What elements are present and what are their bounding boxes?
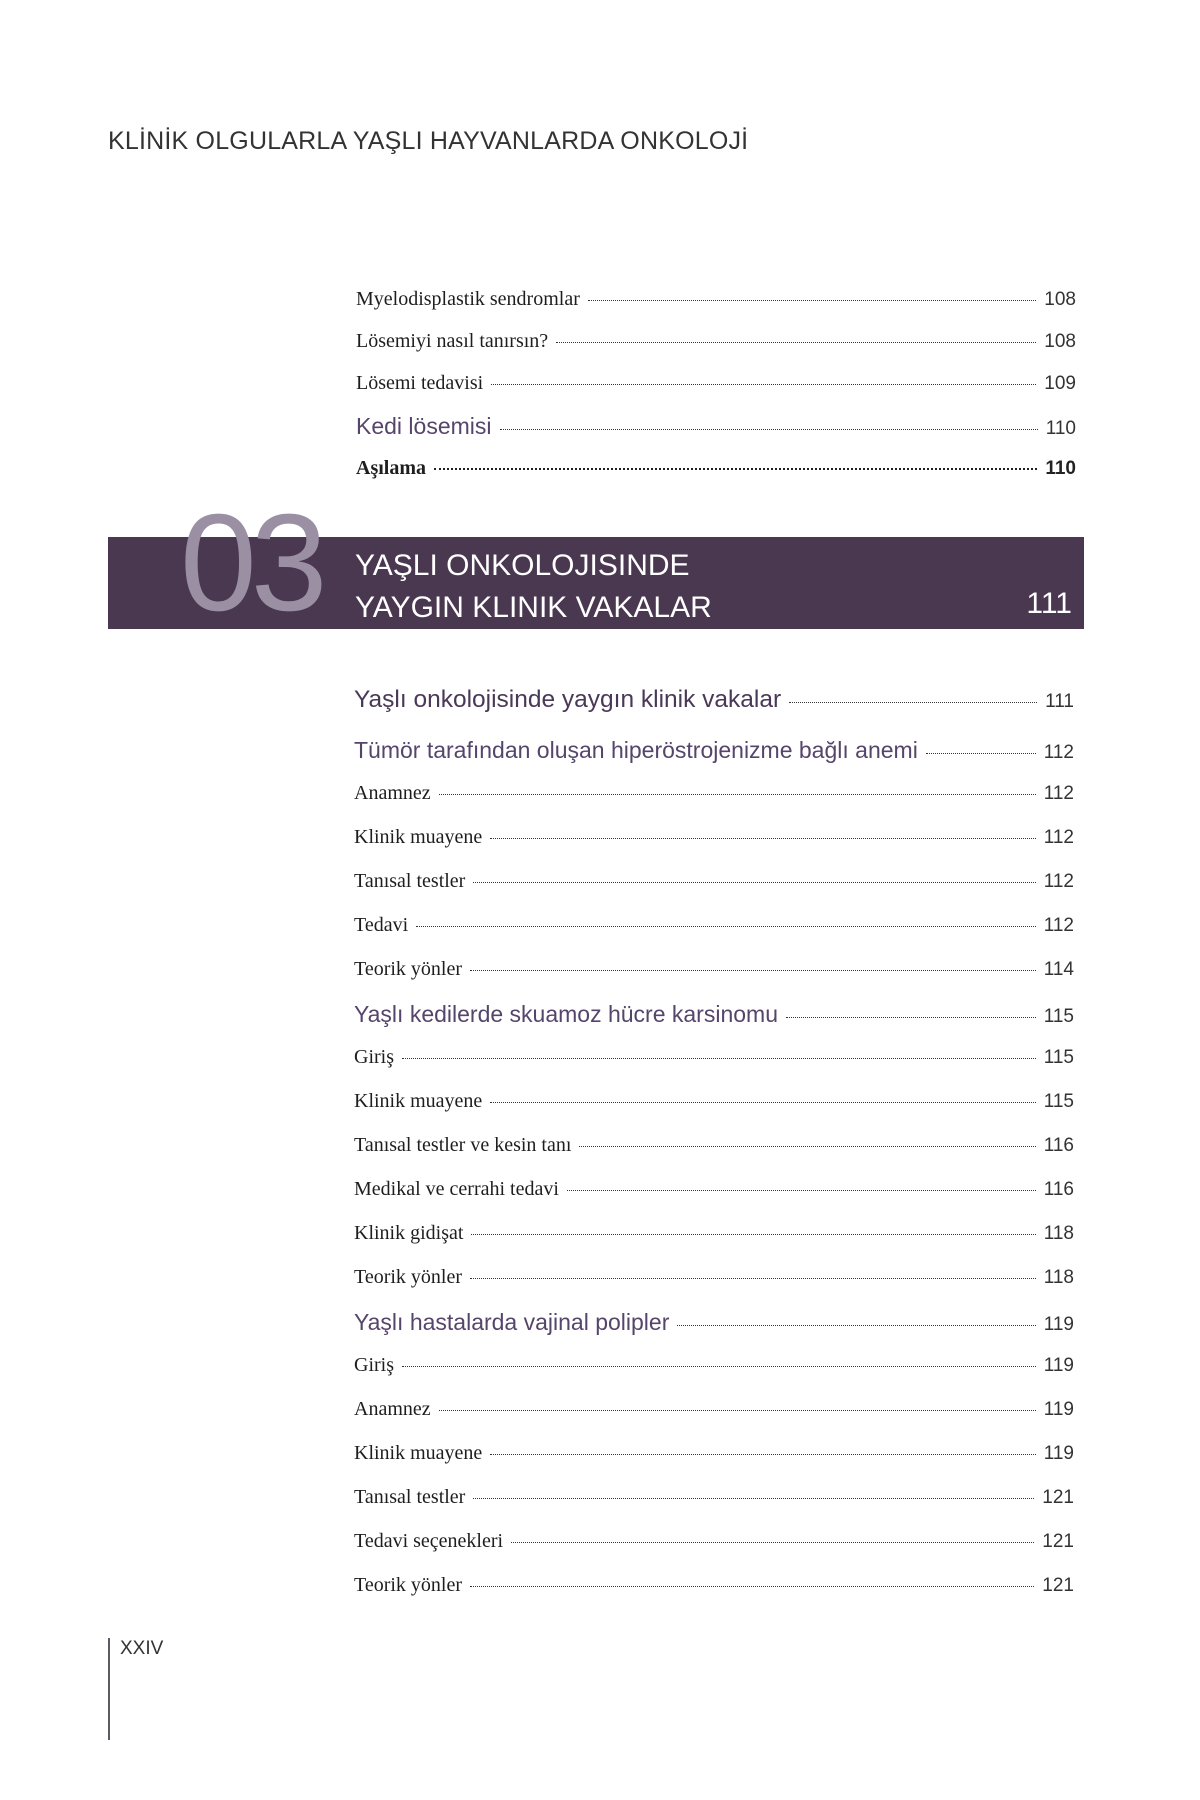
dot-leader: [473, 1498, 1034, 1499]
toc-section-entry[interactable]: [354, 737, 1074, 764]
dot-leader: [402, 1366, 1036, 1367]
toc-entry-page: 108: [1044, 331, 1076, 352]
toc-entry[interactable]: [354, 958, 1074, 981]
toc-entry-title: Teorik yönler: [354, 958, 463, 980]
dot-leader: [416, 926, 1036, 927]
toc-entry-page: 110: [1045, 418, 1076, 439]
toc-entry-page: 119: [1043, 1355, 1074, 1376]
toc-entry[interactable]: [354, 1178, 1074, 1201]
toc-entry-page: 119: [1043, 1314, 1074, 1335]
folio-page-number: XXIV: [120, 1638, 164, 1659]
chapter-title-line-2: YAYGIN KLINIK VAKALAR: [355, 591, 712, 624]
toc-entry[interactable]: [354, 1354, 1074, 1377]
dot-leader: [491, 384, 1036, 385]
toc-entry-page: 118: [1043, 1267, 1074, 1288]
toc-entry[interactable]: [354, 1134, 1074, 1157]
toc-entry-title: Anamnez: [354, 782, 431, 804]
toc-entry-page: 115: [1043, 1006, 1074, 1027]
dot-leader: [434, 468, 1037, 470]
toc-entry-title: Tanısal testler ve kesin tanı: [354, 1134, 572, 1156]
toc-entry[interactable]: [354, 1530, 1074, 1553]
toc-entry-page: 111: [1045, 691, 1074, 712]
toc-entry-title: Tanısal testler: [354, 870, 466, 892]
toc-entry-title: Yaşlı onkolojisinde yaygın klinik vakalar: [354, 686, 782, 713]
toc-entry-title: Yaşlı kedilerde skuamoz hücre karsinomu: [354, 1001, 778, 1027]
toc-entry-page: 112: [1043, 871, 1074, 892]
toc-entry-title: Anamnez: [354, 1398, 431, 1420]
chapter-number: 03: [180, 486, 322, 640]
toc-entry-title: Klinik muayene: [354, 826, 483, 848]
dot-leader: [677, 1325, 1035, 1326]
dot-leader: [556, 342, 1036, 343]
toc-entry-title: Klinik muayene: [354, 1442, 483, 1464]
toc-chapter-section-entry[interactable]: [354, 686, 1074, 714]
dot-leader: [490, 838, 1035, 839]
toc-entry-page: 116: [1043, 1135, 1074, 1156]
toc-entry-page: 116: [1043, 1179, 1074, 1200]
dot-leader: [786, 1017, 1036, 1018]
dot-leader: [439, 1410, 1036, 1411]
dot-leader: [470, 1278, 1036, 1279]
toc-entry-page: 115: [1043, 1047, 1074, 1068]
toc-entry[interactable]: [354, 1486, 1074, 1509]
toc-entry-page: 118: [1043, 1223, 1074, 1244]
toc-entry-page: 112: [1043, 783, 1074, 804]
toc-entry-title: Lösemiyi nasıl tanırsın?: [356, 330, 549, 352]
toc-entry-title: Tümör tarafından oluşan hiperöstrojenizme bağlı anemi: [354, 737, 918, 763]
chapter-page-number: 111: [1026, 587, 1072, 620]
toc-entry-page: 109: [1044, 373, 1076, 394]
toc-entry-page: 119: [1043, 1399, 1074, 1420]
toc-entry[interactable]: [354, 1222, 1074, 1245]
toc-entry-page: 121: [1042, 1575, 1074, 1596]
toc-entry-page: 121: [1042, 1487, 1074, 1508]
toc-entry-title: Aşılama: [356, 457, 426, 479]
toc-entry-title: Tedavi: [354, 914, 409, 936]
dot-leader: [588, 300, 1036, 301]
toc-entry-page: 112: [1043, 827, 1074, 848]
dot-leader: [470, 970, 1036, 971]
chapter-title-line-1: YAŞLI ONKOLOJISINDE: [355, 549, 690, 582]
toc-entry-page: 119: [1043, 1443, 1074, 1464]
footer-rule: [108, 1638, 110, 1740]
toc-entry-title: Tedavi seçenekleri: [354, 1530, 504, 1552]
dot-leader: [789, 702, 1037, 703]
dot-leader: [567, 1190, 1036, 1191]
toc-entry-title: Tanısal testler: [354, 1486, 466, 1508]
dot-leader: [579, 1146, 1035, 1147]
dot-leader: [471, 1234, 1035, 1235]
dot-leader: [500, 429, 1038, 430]
toc-entry[interactable]: [356, 372, 1076, 395]
toc-entry[interactable]: [354, 1266, 1074, 1289]
toc-entry-title: Yaşlı hastalarda vajinal polipler: [354, 1309, 670, 1335]
toc-entry-title: Giriş: [354, 1046, 394, 1068]
toc-entry-page: 112: [1043, 742, 1074, 763]
dot-leader: [402, 1058, 1036, 1059]
toc-entry-title: Kedi lösemisi: [356, 413, 492, 439]
toc-entry-title: Klinik gidişat: [354, 1222, 464, 1244]
toc-entry[interactable]: [354, 870, 1074, 893]
toc-entry-title: Teorik yönler: [354, 1266, 463, 1288]
toc-section-entry[interactable]: [354, 1309, 1074, 1336]
toc-section-entry[interactable]: [354, 1001, 1074, 1028]
toc-entry[interactable]: [354, 1574, 1074, 1597]
toc-entry[interactable]: [354, 826, 1074, 849]
chapter-title[interactable]: [355, 545, 712, 629]
dot-leader: [926, 753, 1036, 754]
dot-leader: [473, 882, 1035, 883]
toc-entry-page: 114: [1043, 959, 1074, 980]
dot-leader: [470, 1586, 1034, 1587]
toc-entry-bold[interactable]: [356, 457, 1076, 480]
toc-entry-title: Medikal ve cerrahi tedavi: [354, 1178, 559, 1200]
toc-entry[interactable]: [354, 1398, 1074, 1421]
running-header-title: KLİNİK OLGULARLA YAŞLI HAYVANLARDA ONKOLOJİ: [108, 127, 749, 155]
toc-section-entry[interactable]: [356, 413, 1076, 440]
toc-entry-page: 115: [1043, 1091, 1074, 1112]
toc-entry-page: 110: [1045, 458, 1076, 479]
toc-entry[interactable]: [354, 914, 1074, 937]
toc-entry[interactable]: [356, 288, 1076, 311]
dot-leader: [439, 794, 1036, 795]
toc-entry[interactable]: [354, 1442, 1074, 1465]
dot-leader: [490, 1454, 1035, 1455]
toc-entry[interactable]: [354, 1090, 1074, 1113]
dot-leader: [490, 1102, 1035, 1103]
toc-entry[interactable]: [354, 1046, 1074, 1069]
toc-entry-page: 108: [1044, 289, 1076, 310]
toc-entry[interactable]: [356, 330, 1076, 353]
toc-entry-page: 112: [1043, 915, 1074, 936]
toc-entry-title: Teorik yönler: [354, 1574, 463, 1596]
toc-entry-title: Myelodisplastik sendromlar: [356, 288, 580, 310]
dot-leader: [511, 1542, 1034, 1543]
toc-entry-title: Klinik muayene: [354, 1090, 483, 1112]
toc-entry[interactable]: [354, 782, 1074, 805]
toc-entry-title: Giriş: [354, 1354, 394, 1376]
toc-entry-title: Lösemi tedavisi: [356, 372, 484, 394]
toc-entry-page: 121: [1042, 1531, 1074, 1552]
